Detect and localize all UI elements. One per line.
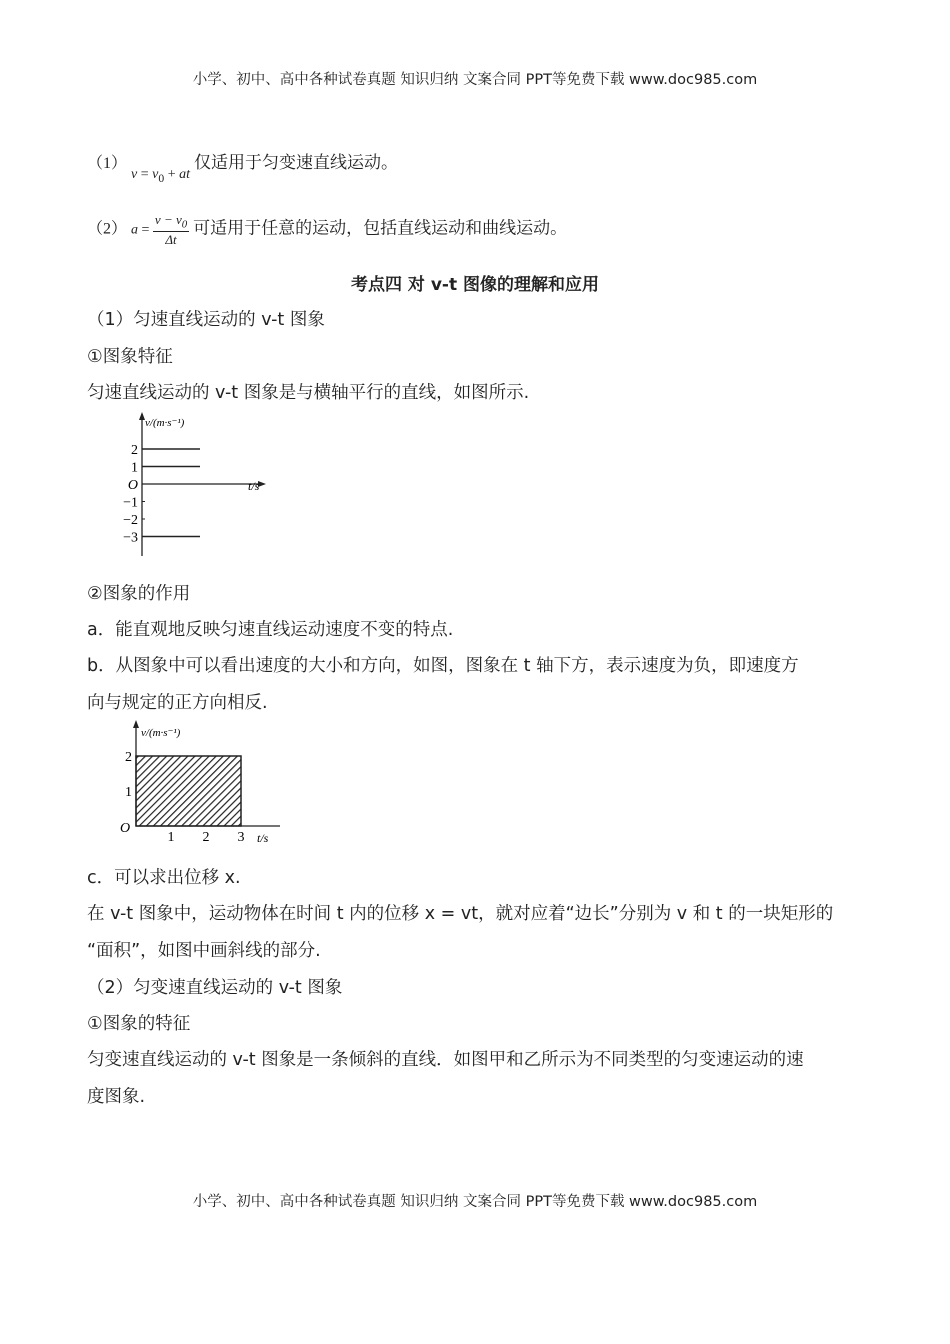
formula-2-number: （2） (87, 220, 128, 238)
part2-desc-line2: 度图象. (87, 1087, 146, 1107)
part1-sub2: ②图象的作用 (87, 584, 191, 604)
part1-item-b-line1: b．从图象中可以看出速度的大小和方向，如图，图象在 t 轴下方，表示速度为负，即速度方 (87, 656, 799, 676)
formula-2-numerator: v − v (154, 212, 182, 227)
chart-2-xtick-label: 3 (237, 830, 245, 845)
formula-2-lhs: a (131, 222, 139, 238)
formula-1-number: （1） (87, 155, 128, 172)
part1-item-c: c．可以求出位移 x. (87, 868, 241, 888)
chart-2-y-arrow (133, 720, 139, 728)
formula-1-lhs: v (131, 167, 138, 182)
chart-1-ytick-label: 1 (131, 460, 138, 476)
part1-c-desc-line2: “面积”，如图中画斜线的部分. (87, 941, 321, 961)
formula-1-plus: + (164, 167, 180, 182)
chart-2-origin: O (120, 821, 131, 836)
chart-1 (112, 410, 282, 560)
part1-sub1: ①图象特征 (87, 347, 173, 367)
chart-2-xtick-label: 2 (202, 830, 210, 845)
chart-2 (112, 718, 292, 848)
formula-2-desc: 可适用于任意的运动，包括直线运动和曲线运动。 (193, 218, 568, 239)
formula-2 (87, 212, 567, 248)
formula-1-sub: 0 (158, 171, 165, 185)
page-footer: 小学、初中、高中各种试卷真题 知识归纳 文案合同 PPT等免费下载 www.doc985.com (192, 1194, 758, 1210)
chart-2-xlabel: t/s (257, 831, 269, 845)
section-title: 考点四 对 v-t 图像的理解和应用 (350, 275, 600, 295)
chart-1-ytick-label: −1 (123, 495, 138, 511)
formula-1 (87, 148, 398, 185)
chart-2-ytick-label: 1 (125, 785, 132, 800)
chart-1-ylabel: v/(m·s⁻¹) (145, 417, 185, 429)
page-header: 小学、初中、高中各种试卷真题 知识归纳 文案合同 PPT等免费下载 www.doc985.com (192, 72, 758, 88)
part2-sub1: ①图象的特征 (87, 1014, 191, 1034)
chart-1-ytick-label: O (127, 478, 138, 493)
formula-2-fraction (153, 212, 189, 248)
part2-heading: （2）匀变速直线运动的 v-t 图象 (87, 978, 343, 998)
formula-1-eq: = (137, 167, 153, 182)
part1-heading: （1）匀速直线运动的 v-t 图象 (87, 310, 325, 330)
formula-2-denominator: Δt (165, 231, 177, 247)
part1-item-b-line2: 向与规定的正方向相反. (87, 693, 268, 713)
chart-1-xlabel: t/s (248, 479, 260, 493)
part1-item-a: a．能直观地反映匀速直线运动速度不变的特点. (87, 620, 454, 640)
formula-2-sub: 0 (181, 218, 188, 231)
chart-1-ytick-label: 2 (131, 443, 138, 458)
chart-2-ytick-label: 2 (125, 750, 132, 765)
formula-1-at: at (179, 167, 190, 182)
part1-desc1: 匀速直线运动的 v-t 图象是与横轴平行的直线，如图所示. (87, 383, 530, 403)
chart-2-hatched-area (136, 756, 241, 826)
formula-2-eq: = (138, 222, 153, 238)
chart-1-ytick-label: −2 (123, 513, 138, 528)
part1-c-desc-line1: 在 v-t 图象中，运动物体在时间 t 内的位移 x = vt，就对应着“边长”分别为 v 和 t 的一块矩形的 (87, 904, 834, 924)
chart-2-xtick-label: 1 (167, 830, 175, 845)
chart-2-ylabel: v/(m·s⁻¹) (141, 727, 181, 739)
chart-1-ytick-label: −3 (123, 530, 138, 546)
formula-1-desc: 仅适用于匀变速直线运动。 (193, 153, 398, 173)
part2-desc-line1: 匀变速直线运动的 v-t 图象是一条倾斜的直线．如图甲和乙所示为不同类型的匀变速运动的速 (87, 1050, 804, 1070)
formula-1-v0: v (152, 167, 159, 182)
